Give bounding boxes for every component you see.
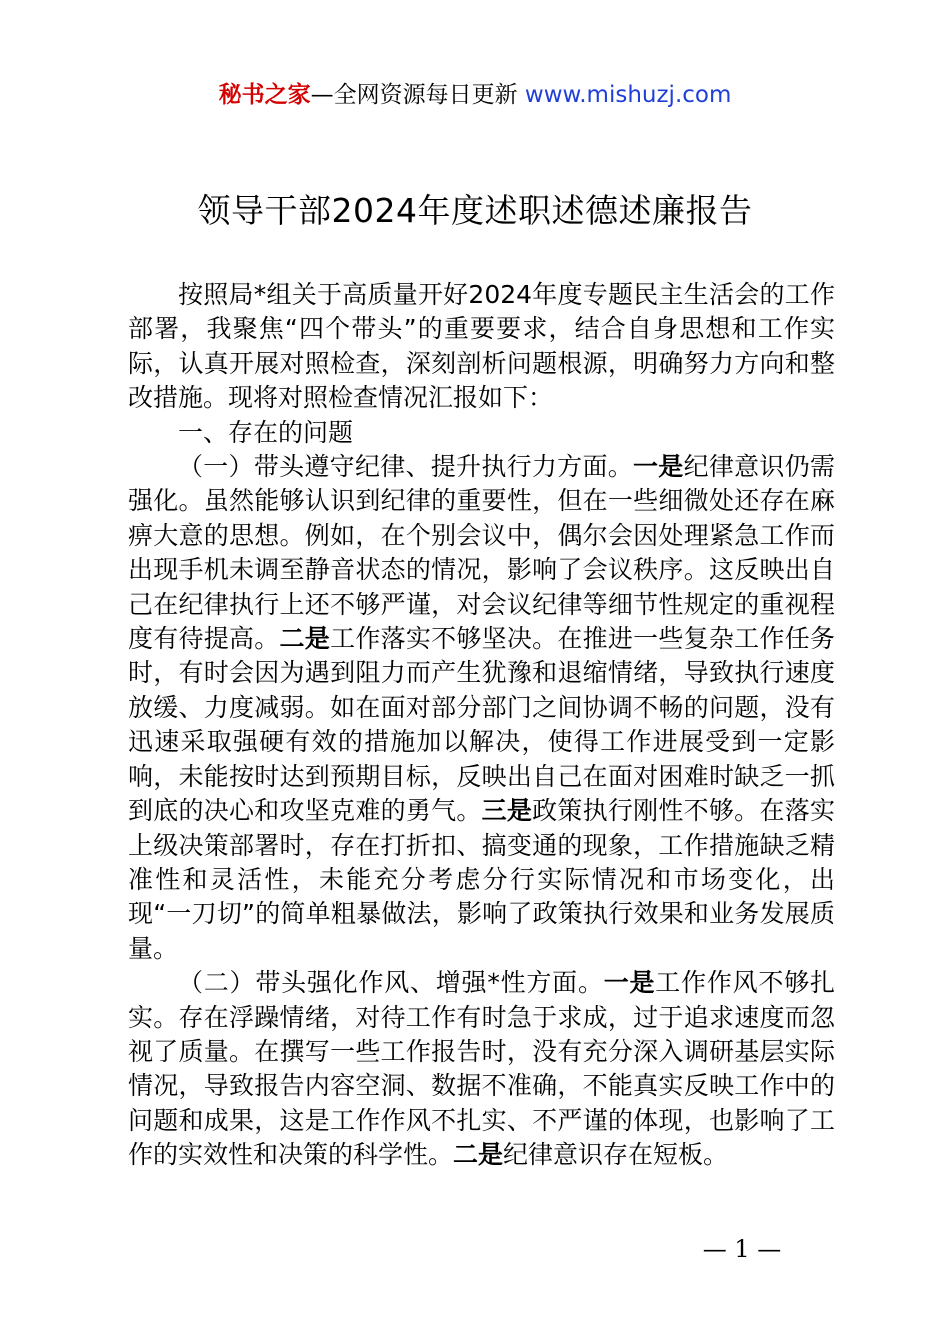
text-run: 纪律意识存在短板。	[503, 1140, 729, 1170]
paragraph	[128, 966, 835, 1172]
document-body	[128, 278, 835, 1173]
text-run: 工作落实不够坚决。在推进一些复杂工作任务时，有时会因为遇到阻力而产生犹豫和退缩情绪，导致执行速度放缓、力度减弱。如在面对部分部门之间协调不畅的问题，没有迅速采取强硬有效的措施加以解决，使得工作进展受到一定影响，未能按时达到预期目标，反映出自己在面对困难时缺乏一抓到底的决心和攻坚克难的勇气。	[128, 624, 835, 826]
text-run: 按照局*组关于高质量开好2024年度专题民主生活会的工作部署，我聚焦“四个带头”的重要要求，结合自身思想和工作实际，认真开展对照检查，深刻剖析问题根源，明确努力方向和整改措施。现将对照检查情况汇报如下：	[128, 280, 835, 413]
document-title: 领导干部2024年度述职述德述廉报告	[197, 191, 753, 230]
page-number-text: — 1 —	[702, 1235, 782, 1263]
header-tagline: —全网资源每日更新	[310, 82, 525, 108]
emphasis-text: 二是	[453, 1140, 504, 1170]
paragraph	[128, 416, 835, 450]
text-run: （二）带头强化作风、增强*性方面。	[178, 968, 604, 998]
text-run: 工作作风不够扎实。存在浮躁情绪，对待工作有时急于求成，过于追求速度而忽视了质量。在撰写一些工作报告时，没有充分深入调研基层实际情况，导致报告内容空洞、数据不准确，不能真实反映工作中的问题和成果，这是工作作风不扎实、不严谨的体现，也影响了工作的实效性和决策的科学性。	[128, 968, 835, 1170]
paragraph	[128, 450, 835, 966]
site-url[interactable]: www.mishuzj.com	[524, 82, 732, 108]
site-header	[0, 78, 950, 112]
text-run: 一、存在的问题	[178, 417, 354, 447]
brand-name: 秘书之家	[218, 82, 311, 108]
text-run: 纪律意识仍需强化。虽然能够认识到纪律的重要性，但在一些细微处还存在麻痹大意的思想。例如，在个别会议中，偶尔会因处理紧急工作而出现手机未调至静音状态的情况，影响了会议秩序。这反映出自己在纪律执行上还不够严谨，对会议纪律等细节性规定的重视程度有待提高。	[128, 452, 835, 654]
text-run: （一）带头遵守纪律、提升执行力方面。	[178, 452, 634, 482]
emphasis-text: 二是	[279, 624, 331, 654]
emphasis-text: 一是	[603, 968, 656, 998]
page-number	[0, 1234, 950, 1264]
text-run: 政策执行刚性不够。在落实上级决策部署时，存在打折扣、搞变通的现象，工作措施缺乏精准性和灵活性，未能充分考虑分行实际情况和市场变化，出现“一刀切”的简单粗暴做法，影响了政策执行效果和业务发展质量。	[128, 796, 835, 963]
emphasis-text: 三是	[481, 796, 533, 826]
emphasis-text: 一是	[633, 452, 684, 482]
paragraph	[128, 278, 835, 416]
